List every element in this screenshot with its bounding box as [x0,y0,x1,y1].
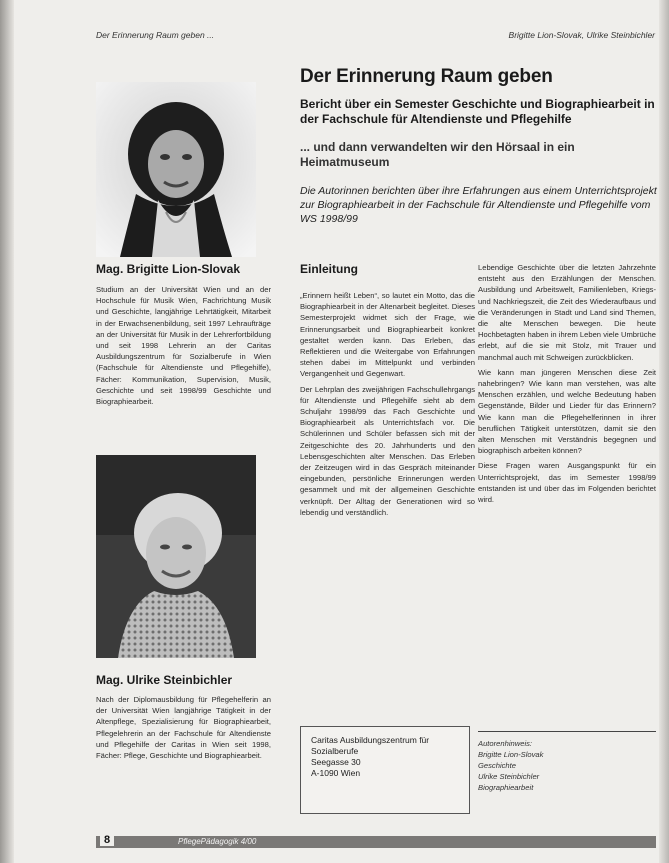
address-line: Sozialberufe [311,746,359,756]
address-line: A-1090 Wien [311,768,361,778]
portrait-photo-steinbichler [96,455,256,658]
running-header-left: Der Erinnerung Raum geben ... [96,30,215,40]
portrait-photo-lion-slovak [96,82,256,257]
authors-note-line: Autorenhinweis: [478,739,533,748]
article-subtitle: Bericht über ein Semester Geschichte und Biographiearbeit in der Fachschule für Altendienste und Pflegehilfe [300,97,655,126]
article-title: Der Erinnerung Raum geben [300,66,553,87]
address-line: Caritas Ausbildungszentrum für [311,735,430,745]
running-header-right: Brigitte Lion-Slovak, Ulrike Steinbichler [508,30,655,40]
body-column-middle [300,290,475,522]
authors-note [478,738,656,793]
author-bio-steinbichler: Nach der Diplomausbildung für Pflegehelferin an der Universität Wien langjährige Tätigkeit in der Altenpflege, Spezialisierung für Biographiearbeit, Pflegelehrerin an der Fachschule für Altendienste und Pflegehilfe der Caritas in Wien seit 1998, Fächer: Pflege, Geschichte und Biographiearbeit. [96,695,271,761]
divider [478,731,656,732]
journal-name: PflegePädagogik 4/00 [178,837,257,846]
authors-note-line: Biographiearbeit [478,783,534,792]
authors-note-line: Brigitte Lion-Slovak [478,750,544,759]
section-heading: Einleitung [300,262,358,276]
address-line: Seegasse 30 [311,757,361,767]
paragraph: Lebendige Geschichte über die letzten Jahrzehnte entsteht aus den Erzählungen der Menschen. Ausbildung und Arbeitswelt, Familienleben, Kriegs- und Nachkriegszeit, die Zeit des Wiederaufbaus und die Veränderungen in Stadt und Land sind Themen, die alte Menschen bewegen. Die heute Hochbetagten haben in ihrem Leben viele Umbrüche erlebt, auf die sie mit Stolz, mit Trauer und manchmal auch mit Schweigen zurückblicken. [478,263,656,362]
paragraph: Wie kann man jüngeren Menschen diese Zeit nahebringen? Wie kann man verstehen, was alte Menschen erzählen, und welche Bedeutung haben Gegenstände, Bilder und Lieder für das Erinnern? Wie kann man die Pflegehelferinnen in ihrer beruflichen Tätigkeit unterstützen, damit sie den alten Menschen mit Verständnis begegnen und biographisch arbeiten können? [478,367,656,456]
authors-note-line: Geschichte [478,761,516,770]
article-lead: Die Autorinnen berichten über ihre Erfahrungen aus einem Unterrichtsprojekt zur Biographiearbeit in der Fachschule für Altendienste und Pflegehilfe vom WS 1998/99 [300,185,657,225]
article-subtitle-secondary: ... und dann verwandelten wir den Hörsaal in ein Heimatmuseum [300,140,575,169]
address-box [300,726,470,814]
body-column-right [478,262,656,509]
paragraph: „Erinnern heißt Leben“, so lautet ein Motto, das die Biographiearbeit in der Altenarbeit begleitet. Dieses Semesterprojekt widmet sich der Frage, wie Erinnerungsarbeit und Biographiearbeit konkret gestaltet werden kann. Das Erleben, das Reflektieren und die Weitergabe von Erfahrungen stehen dabei im Mittelpunkt und verbinden Vergangenheit und Gegenwart. [300,291,475,379]
author-name-steinbichler: Mag. Ulrike Steinbichler [96,673,233,687]
paragraph: Diese Fragen waren Ausgangspunkt für ein Unterrichtsprojekt, das im Semester 1998/99 entstanden ist und über das im Folgenden berichtet wird. [478,461,656,505]
author-bio-lion-slovak: Studium an der Universität Wien und an der Hochschule für Musik Wien, Fachrichtung Musik und Geschichte, langjährige Lehrtätigkeit, Mitarbeit in der Erwachsenenbildung, seit 1997 Lehraufträge an der Universität für Musik in der Lehrerfortbildung und seit 1998 Lehrerin an der Caritas Ausbildungszentrum für Sozialberufe in Wien (Fachschule für Altendienste und Pflegehilfe), Fächer: Kommunikation, Supervision, Musik, Geschichte und seit 1998/99 Geschichte und Biographiearbeit. [96,285,271,407]
author-name-lion-slovak: Mag. Brigitte Lion-Slovak [96,262,241,276]
page-number: 8 [100,834,114,846]
paragraph: Der Lehrplan des zweijährigen Fachschullehrgangs für Altendienste und Pflegehilfe sieht ab dem Schuljahr 1998/99 das Fach Geschichte und Biographiearbeit als Unterrichtsfach vor. Die Schülerinnen und Schüler befassen sich mit der Zeitgeschichte des 20. Jahrhunderts und den Lebensgeschichten alter Menschen. Das Erleben der Zeitzeugen wird in das Gespräch miteinander eingebunden, persönliche Erinnerungen werden gesammelt und mit der allgemeinen Geschichte verknüpft. Der Alltag der Generationen wird so lebendig und verständlich. [300,384,475,517]
authors-note-line: Ulrike Steinbichler [478,772,540,781]
